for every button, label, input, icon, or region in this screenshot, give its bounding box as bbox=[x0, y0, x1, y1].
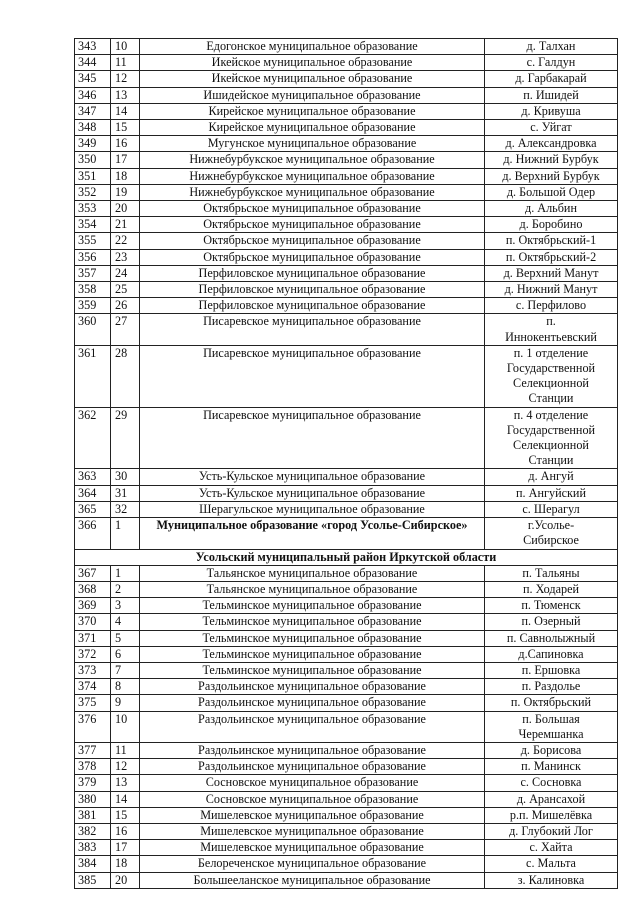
settlement-name-line: п. Ходарей bbox=[522, 581, 580, 596]
row-number: 348 bbox=[75, 120, 111, 136]
municipality-name: Тельминское муниципальное образование bbox=[140, 598, 485, 614]
settlement-name bbox=[485, 759, 618, 775]
settlement-name-line: д. Нижний Бурбук bbox=[503, 152, 599, 167]
table-row bbox=[75, 742, 618, 758]
row-number: 381 bbox=[75, 807, 111, 823]
table-row bbox=[75, 201, 618, 217]
district-row-number: 15 bbox=[111, 120, 140, 136]
settlement-name bbox=[485, 407, 618, 469]
settlement-name bbox=[485, 872, 618, 888]
settlement-name bbox=[485, 282, 618, 298]
district-row-number: 13 bbox=[111, 775, 140, 791]
district-row-number: 25 bbox=[111, 282, 140, 298]
settlement-name-line: д. Талхан bbox=[526, 39, 576, 53]
settlement-name-line: д. Альбин bbox=[525, 201, 577, 216]
table-row bbox=[75, 565, 618, 581]
settlement-name-line: д. Боробино bbox=[519, 217, 583, 232]
settlement-name bbox=[485, 103, 618, 119]
settlement-name bbox=[485, 679, 618, 695]
district-row-number: 16 bbox=[111, 136, 140, 152]
municipality-name: Октябрьское муниципальное образование bbox=[140, 217, 485, 233]
municipality-name: Тельминское муниципальное образование bbox=[140, 614, 485, 630]
table-row bbox=[75, 614, 618, 630]
settlement-name-line: Селекционной bbox=[513, 376, 589, 391]
table-row bbox=[75, 217, 618, 233]
municipality-name: Октябрьское муниципальное образование bbox=[140, 249, 485, 265]
municipality-name: Перфиловское муниципальное образование bbox=[140, 282, 485, 298]
district-header-row bbox=[75, 549, 618, 565]
row-number: 370 bbox=[75, 614, 111, 630]
settlement-name-line: п. Тюменск bbox=[521, 598, 581, 613]
table-row bbox=[75, 39, 618, 55]
settlement-name bbox=[485, 39, 618, 55]
district-row-number: 10 bbox=[111, 39, 140, 55]
municipality-name: Тальянское муниципальное образование bbox=[140, 581, 485, 597]
district-header: Усольский муниципальный район Иркутской области bbox=[75, 549, 618, 565]
table-row bbox=[75, 314, 618, 345]
municipality-name: Мишелевское муниципальное образование bbox=[140, 840, 485, 856]
settlement-name-line: с. Мальта bbox=[526, 856, 576, 871]
settlement-name bbox=[485, 314, 618, 345]
row-number: 374 bbox=[75, 679, 111, 695]
district-row-number: 27 bbox=[111, 314, 140, 345]
row-number: 353 bbox=[75, 201, 111, 217]
settlement-name-line: п. Большая bbox=[522, 711, 580, 726]
municipality-name: Нижнебурбукское муниципальное образование bbox=[140, 184, 485, 200]
settlement-name bbox=[485, 695, 618, 711]
settlement-name-line: д. Ангуй bbox=[528, 469, 574, 484]
settlement-name bbox=[485, 184, 618, 200]
table-row bbox=[75, 407, 618, 469]
settlement-name-line: д. Большой Одер bbox=[506, 184, 596, 199]
row-number: 379 bbox=[75, 775, 111, 791]
settlement-name-line: с. Сосновка bbox=[520, 775, 582, 790]
table-row bbox=[75, 103, 618, 119]
settlement-name bbox=[485, 581, 618, 597]
district-row-number: 12 bbox=[111, 71, 140, 87]
settlement-name-line: д. Кривуша bbox=[521, 103, 581, 118]
table-row bbox=[75, 152, 618, 168]
row-number: 346 bbox=[75, 87, 111, 103]
table-row bbox=[75, 856, 618, 872]
settlement-name bbox=[485, 807, 618, 823]
settlement-name-line: Сибирское bbox=[523, 533, 579, 548]
district-row-number: 14 bbox=[111, 791, 140, 807]
settlement-name-line: Селекционной bbox=[513, 438, 589, 453]
municipality-name: Большееланское муниципальное образование bbox=[140, 872, 485, 888]
municipality-name: Нижнебурбукское муниципальное образование bbox=[140, 152, 485, 168]
row-number: 350 bbox=[75, 152, 111, 168]
municipality-name: Едогонское муниципальное образование bbox=[140, 39, 485, 55]
table-row bbox=[75, 233, 618, 249]
settlement-name-line: р.п. Мишелёвка bbox=[509, 807, 593, 822]
district-row-number: 12 bbox=[111, 759, 140, 775]
row-number: 371 bbox=[75, 630, 111, 646]
row-number: 367 bbox=[75, 565, 111, 581]
settlement-name-line: д. Нижний Манут bbox=[504, 282, 598, 297]
settlements-table bbox=[74, 38, 618, 889]
settlement-name bbox=[485, 791, 618, 807]
table-row bbox=[75, 646, 618, 662]
settlement-name-line: п. Октябрьский-2 bbox=[505, 249, 597, 264]
settlement-name-line: п. Ангуйский bbox=[516, 485, 586, 500]
table-row bbox=[75, 55, 618, 71]
table-row bbox=[75, 775, 618, 791]
settlement-name-line: п. Озерный bbox=[521, 614, 581, 629]
settlement-name-line: п. Ершовка bbox=[521, 662, 581, 677]
municipality-name: Икейское муниципальное образование bbox=[140, 71, 485, 87]
settlement-name-line: п. Тальяны bbox=[522, 565, 580, 580]
municipality-name: Усть-Кульское муниципальное образование bbox=[140, 469, 485, 485]
district-row-number: 1 bbox=[111, 518, 140, 549]
settlement-name-line: с. Уйгат bbox=[530, 120, 572, 135]
settlement-name-line: Иннокентьевский bbox=[505, 329, 597, 344]
district-row-number: 14 bbox=[111, 103, 140, 119]
table-row bbox=[75, 840, 618, 856]
municipality-name: Шерагульское муниципальное образование bbox=[140, 501, 485, 517]
municipality-name: Писаревское муниципальное образование bbox=[140, 314, 485, 345]
district-row-number: 22 bbox=[111, 233, 140, 249]
district-row-number: 16 bbox=[111, 823, 140, 839]
municipality-name: Сосновское муниципальное образование bbox=[140, 775, 485, 791]
settlement-name-line: д. Верхний Манут bbox=[503, 265, 599, 280]
district-row-number: 24 bbox=[111, 265, 140, 281]
municipality-name: Перфиловское муниципальное образование bbox=[140, 298, 485, 314]
settlement-name-line: д. Глубокий Лог bbox=[509, 823, 593, 838]
settlement-name bbox=[485, 501, 618, 517]
district-row-number: 20 bbox=[111, 201, 140, 217]
district-row-number: 3 bbox=[111, 598, 140, 614]
district-row-number: 21 bbox=[111, 217, 140, 233]
table-row bbox=[75, 791, 618, 807]
settlement-name bbox=[485, 55, 618, 71]
district-row-number: 23 bbox=[111, 249, 140, 265]
district-row-number: 11 bbox=[111, 55, 140, 71]
district-row-number: 9 bbox=[111, 695, 140, 711]
table-row bbox=[75, 662, 618, 678]
settlement-name bbox=[485, 217, 618, 233]
municipality-name: Мишелевское муниципальное образование bbox=[140, 807, 485, 823]
municipality-name: Октябрьское муниципальное образование bbox=[140, 201, 485, 217]
settlement-name bbox=[485, 168, 618, 184]
district-row-number: 26 bbox=[111, 298, 140, 314]
municipality-name: Кирейское муниципальное образование bbox=[140, 120, 485, 136]
municipality-name: Тельминское муниципальное образование bbox=[140, 646, 485, 662]
settlement-name bbox=[485, 298, 618, 314]
table-row bbox=[75, 823, 618, 839]
municipality-name: Усть-Кульское муниципальное образование bbox=[140, 485, 485, 501]
district-row-number: 5 bbox=[111, 630, 140, 646]
municipality-name: Белореченское муниципальное образование bbox=[140, 856, 485, 872]
row-number: 343 bbox=[75, 39, 111, 55]
district-row-number: 32 bbox=[111, 501, 140, 517]
settlement-name bbox=[485, 598, 618, 614]
settlement-name bbox=[485, 233, 618, 249]
row-number: 376 bbox=[75, 711, 111, 742]
municipality-name: Кирейское муниципальное образование bbox=[140, 103, 485, 119]
municipality-name: Ишидейское муниципальное образование bbox=[140, 87, 485, 103]
district-row-number: 10 bbox=[111, 711, 140, 742]
settlement-name bbox=[485, 856, 618, 872]
district-row-number: 15 bbox=[111, 807, 140, 823]
settlement-name-line: с. Перфилово bbox=[515, 298, 587, 313]
settlement-name bbox=[485, 136, 618, 152]
table-row bbox=[75, 485, 618, 501]
settlement-name-line: п. Раздолье bbox=[521, 679, 581, 694]
municipality-name: Сосновское муниципальное образование bbox=[140, 791, 485, 807]
row-number: 382 bbox=[75, 823, 111, 839]
table-row bbox=[75, 282, 618, 298]
settlement-name bbox=[485, 646, 618, 662]
settlement-name-line: д. Александровка bbox=[505, 136, 597, 151]
settlement-name bbox=[485, 87, 618, 103]
municipality-name: Раздольинское муниципальное образование bbox=[140, 711, 485, 742]
municipality-name: Раздольинское муниципальное образование bbox=[140, 742, 485, 758]
settlement-name-line: п. 4 отделение bbox=[513, 407, 589, 422]
table-row bbox=[75, 711, 618, 742]
row-number: 363 bbox=[75, 469, 111, 485]
district-row-number: 8 bbox=[111, 679, 140, 695]
settlement-name bbox=[485, 711, 618, 742]
settlement-name bbox=[485, 345, 618, 407]
settlement-name bbox=[485, 823, 618, 839]
row-number: 366 bbox=[75, 518, 111, 549]
municipality-name: Тельминское муниципальное образование bbox=[140, 630, 485, 646]
settlement-name-line: с. Хайта bbox=[529, 840, 573, 855]
district-row-number: 17 bbox=[111, 152, 140, 168]
settlement-name-line: п. bbox=[546, 314, 556, 329]
table-row bbox=[75, 598, 618, 614]
settlement-name-line: д. Гарбакарай bbox=[515, 71, 587, 86]
settlement-name-line: п. Октябрьский bbox=[510, 695, 592, 710]
district-row-number: 7 bbox=[111, 662, 140, 678]
row-number: 358 bbox=[75, 282, 111, 298]
municipality-name: Икейское муниципальное образование bbox=[140, 55, 485, 71]
row-number: 385 bbox=[75, 872, 111, 888]
settlement-name bbox=[485, 742, 618, 758]
settlement-name-line: д. Борисова bbox=[520, 742, 582, 757]
district-row-number: 18 bbox=[111, 856, 140, 872]
row-number: 369 bbox=[75, 598, 111, 614]
settlement-name bbox=[485, 775, 618, 791]
table-row bbox=[75, 184, 618, 200]
district-row-number: 29 bbox=[111, 407, 140, 469]
table-row bbox=[75, 518, 618, 549]
settlement-name bbox=[485, 71, 618, 87]
settlement-name-line: Станции bbox=[528, 391, 574, 406]
table-row bbox=[75, 872, 618, 888]
municipality-name: Нижнебурбукское муниципальное образование bbox=[140, 168, 485, 184]
settlement-name bbox=[485, 120, 618, 136]
settlement-name bbox=[485, 662, 618, 678]
table-row bbox=[75, 501, 618, 517]
district-row-number: 11 bbox=[111, 742, 140, 758]
row-number: 344 bbox=[75, 55, 111, 71]
row-number: 345 bbox=[75, 71, 111, 87]
row-number: 356 bbox=[75, 249, 111, 265]
row-number: 347 bbox=[75, 103, 111, 119]
district-row-number: 1 bbox=[111, 565, 140, 581]
row-number: 352 bbox=[75, 184, 111, 200]
row-number: 364 bbox=[75, 485, 111, 501]
settlement-name bbox=[485, 265, 618, 281]
row-number: 365 bbox=[75, 501, 111, 517]
row-number: 361 bbox=[75, 345, 111, 407]
settlement-name bbox=[485, 485, 618, 501]
row-number: 384 bbox=[75, 856, 111, 872]
settlement-name-line: Черемшанка bbox=[518, 726, 584, 741]
district-row-number: 28 bbox=[111, 345, 140, 407]
table-row bbox=[75, 630, 618, 646]
settlement-name bbox=[485, 614, 618, 630]
district-row-number: 20 bbox=[111, 872, 140, 888]
municipality-name: Октябрьское муниципальное образование bbox=[140, 233, 485, 249]
district-row-number: 13 bbox=[111, 87, 140, 103]
district-row-number: 6 bbox=[111, 646, 140, 662]
table-row bbox=[75, 136, 618, 152]
municipality-name: Мугунское муниципальное образование bbox=[140, 136, 485, 152]
settlement-name-line: Станции bbox=[528, 453, 574, 468]
municipality-name: Писаревское муниципальное образование bbox=[140, 407, 485, 469]
settlement-name-line: п. Манинск bbox=[521, 759, 581, 774]
municipality-name: Раздольинское муниципальное образование bbox=[140, 759, 485, 775]
district-row-number: 17 bbox=[111, 840, 140, 856]
district-row-number: 4 bbox=[111, 614, 140, 630]
row-number: 351 bbox=[75, 168, 111, 184]
row-number: 360 bbox=[75, 314, 111, 345]
municipality-name: Муниципальное образование «город Усолье-Сибирское» bbox=[140, 518, 485, 549]
table-row bbox=[75, 807, 618, 823]
district-row-number: 2 bbox=[111, 581, 140, 597]
settlement-name-line: д.Сапиновка bbox=[518, 646, 584, 661]
settlement-name bbox=[485, 518, 618, 549]
row-number: 378 bbox=[75, 759, 111, 775]
settlement-name bbox=[485, 152, 618, 168]
municipality-name: Писаревское муниципальное образование bbox=[140, 345, 485, 407]
settlements-table-body bbox=[75, 39, 618, 889]
table-row bbox=[75, 298, 618, 314]
municipality-name: Тельминское муниципальное образование bbox=[140, 662, 485, 678]
table-row bbox=[75, 168, 618, 184]
district-row-number: 31 bbox=[111, 485, 140, 501]
table-row bbox=[75, 759, 618, 775]
settlement-name-line: с. Шерагул bbox=[522, 501, 580, 516]
settlement-name-line: Государственной bbox=[506, 422, 596, 437]
row-number: 372 bbox=[75, 646, 111, 662]
settlement-name bbox=[485, 565, 618, 581]
district-row-number: 19 bbox=[111, 184, 140, 200]
settlement-name bbox=[485, 201, 618, 217]
row-number: 383 bbox=[75, 840, 111, 856]
municipality-name: Мишелевское муниципальное образование bbox=[140, 823, 485, 839]
row-number: 362 bbox=[75, 407, 111, 469]
table-row bbox=[75, 120, 618, 136]
settlement-name bbox=[485, 840, 618, 856]
municipality-name: Раздольинское муниципальное образование bbox=[140, 679, 485, 695]
table-row bbox=[75, 581, 618, 597]
settlement-name-line: п. Савнолыжный bbox=[506, 630, 596, 645]
district-row-number: 18 bbox=[111, 168, 140, 184]
settlement-name bbox=[485, 249, 618, 265]
row-number: 375 bbox=[75, 695, 111, 711]
settlement-name bbox=[485, 630, 618, 646]
row-number: 373 bbox=[75, 662, 111, 678]
row-number: 380 bbox=[75, 791, 111, 807]
settlement-name-line: с. Галдун bbox=[526, 55, 576, 70]
settlement-name-line: д. Арансахой bbox=[516, 791, 586, 806]
settlement-name-line: п. Октябрьский-1 bbox=[505, 233, 597, 248]
settlement-name-line: з. Калиновка bbox=[517, 872, 585, 887]
table-row bbox=[75, 87, 618, 103]
district-row-number: 30 bbox=[111, 469, 140, 485]
table-row bbox=[75, 695, 618, 711]
municipality-name: Раздольинское муниципальное образование bbox=[140, 695, 485, 711]
table-row bbox=[75, 469, 618, 485]
table-row bbox=[75, 265, 618, 281]
table-row bbox=[75, 679, 618, 695]
row-number: 355 bbox=[75, 233, 111, 249]
settlement-name-line: Государственной bbox=[506, 361, 596, 376]
municipality-name: Тальянское муниципальное образование bbox=[140, 565, 485, 581]
settlement-name-line: г.Усолье- bbox=[527, 518, 575, 533]
row-number: 354 bbox=[75, 217, 111, 233]
table-row bbox=[75, 71, 618, 87]
table-row bbox=[75, 249, 618, 265]
row-number: 377 bbox=[75, 742, 111, 758]
table-row bbox=[75, 345, 618, 407]
row-number: 349 bbox=[75, 136, 111, 152]
row-number: 357 bbox=[75, 265, 111, 281]
settlement-name-line: п. 1 отделение bbox=[513, 345, 589, 360]
municipality-name: Перфиловское муниципальное образование bbox=[140, 265, 485, 281]
row-number: 359 bbox=[75, 298, 111, 314]
settlement-name-line: д. Верхний Бурбук bbox=[502, 168, 600, 183]
settlement-name bbox=[485, 469, 618, 485]
row-number: 368 bbox=[75, 581, 111, 597]
settlement-name-line: п. Ишидей bbox=[523, 87, 579, 102]
